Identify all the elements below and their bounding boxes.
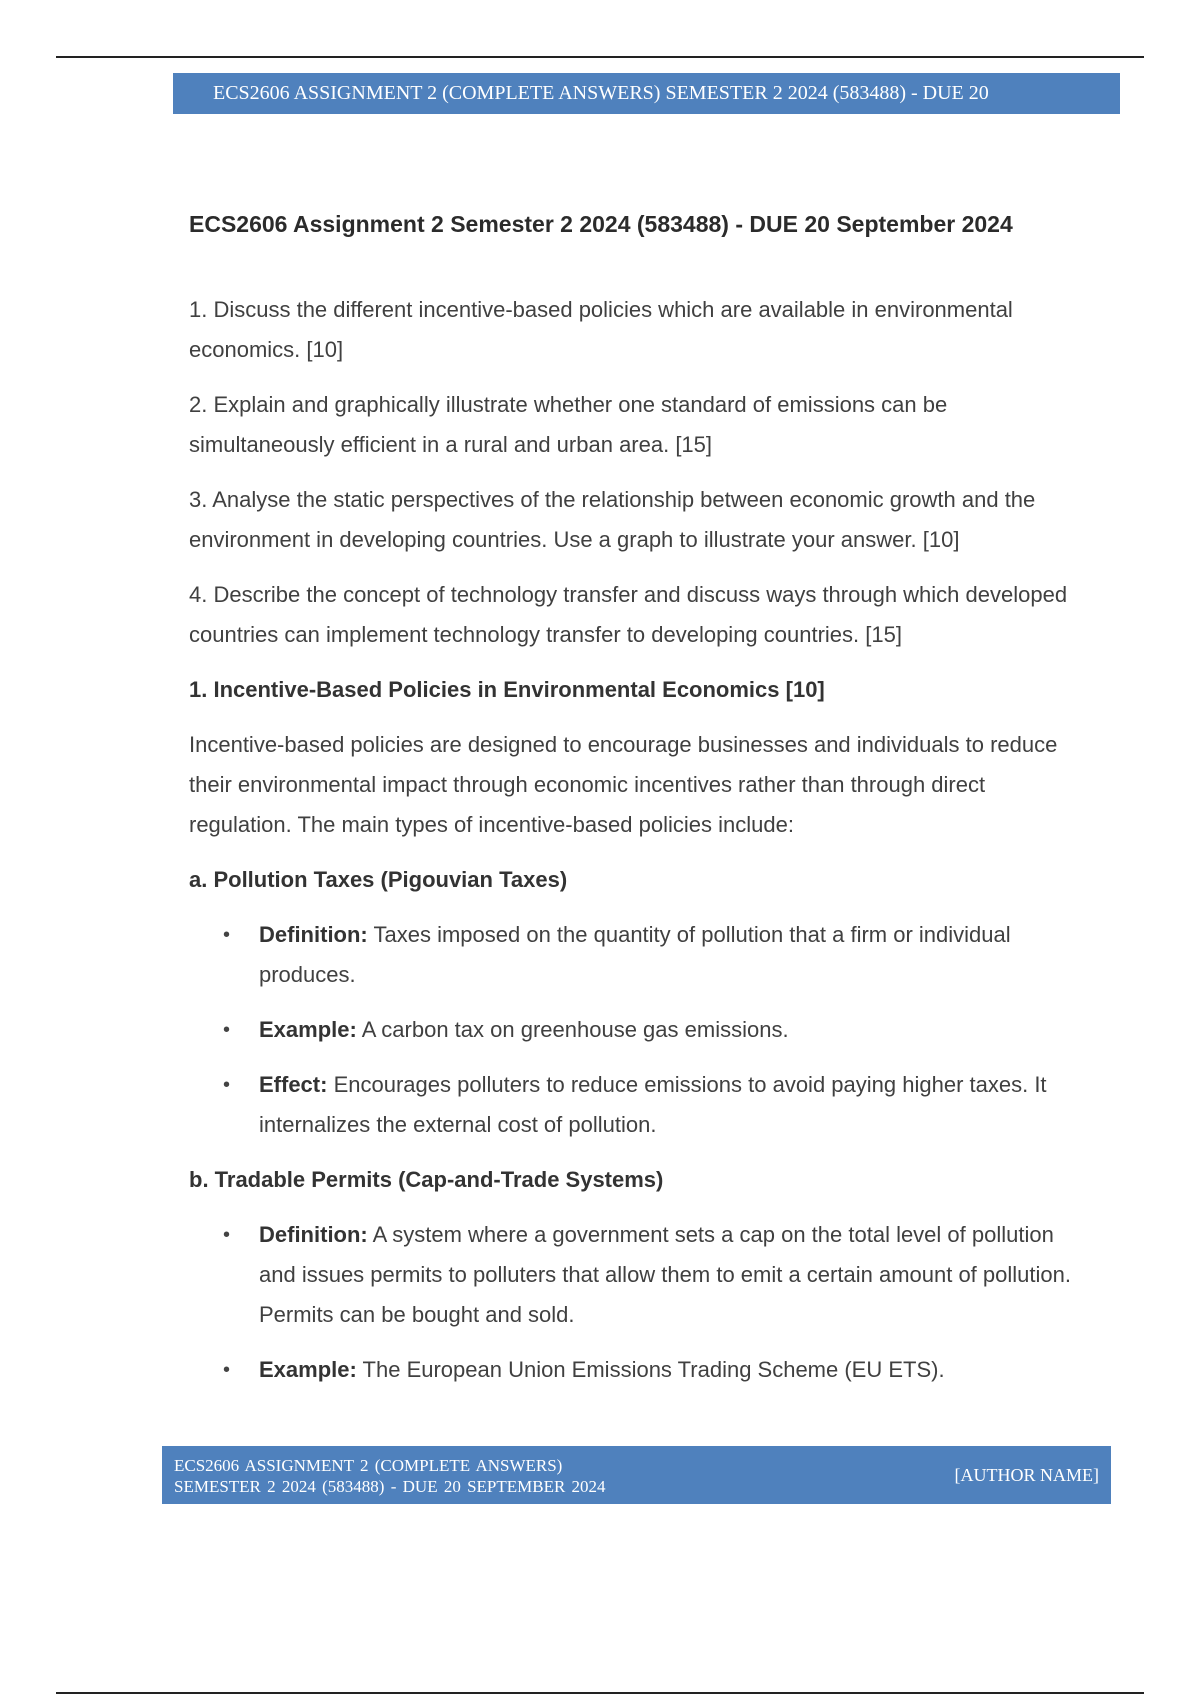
bullet-icon: • xyxy=(223,1019,231,1041)
bullet-item xyxy=(189,1215,1089,1335)
bullet-icon: • xyxy=(223,1074,231,1096)
bullet-text: A system where a government sets a cap on the total level of pollution and issues permits to polluters that allow them to emit a certain amount of pollution. Permits can be bought and sold. xyxy=(259,1222,1071,1327)
question-item: 3. Analyse the static perspectives of the relationship between economic growth and the environment in developing countries. Use a graph to illustrate your answer. [10] xyxy=(189,487,1036,552)
bullet-item xyxy=(189,1065,1089,1145)
bullet-text: The European Union Emissions Trading Scheme (EU ETS). xyxy=(362,1357,945,1382)
bullet-label: Definition: xyxy=(259,1222,368,1247)
document-body xyxy=(189,200,1089,1405)
footer-author: [AUTHOR NAME] xyxy=(954,1465,1099,1485)
bullet-icon: • xyxy=(223,924,231,946)
bullet-label: Example: xyxy=(259,1357,357,1382)
bullet-text: Taxes imposed on the quantity of pollution that a firm or individual produces. xyxy=(259,922,1011,987)
footer-title xyxy=(174,1455,734,1497)
section-heading: 1. Incentive-Based Policies in Environmental Economics [10] xyxy=(189,677,825,702)
bullet-item xyxy=(189,1350,1089,1390)
footer-title-line: SEMESTER 2 2024 (583488) - DUE 20 SEPTEMBER 2024 xyxy=(174,1477,606,1496)
question-item: 1. Discuss the different incentive-based policies which are available in environmental economics. [10] xyxy=(189,297,1013,362)
document-title: ECS2606 Assignment 2 Semester 2 2024 (583488) - DUE 20 September 2024 xyxy=(189,211,1013,237)
bullet-text: A carbon tax on greenhouse gas emissions. xyxy=(361,1017,789,1042)
top-rule xyxy=(56,56,1144,58)
bullet-label: Example: xyxy=(259,1017,357,1042)
bullet-item xyxy=(189,915,1089,995)
question-item: 2. Explain and graphically illustrate whether one standard of emissions can be simultaneously efficient in a rural and urban area. [15] xyxy=(189,392,948,457)
section-intro: Incentive-based policies are designed to encourage businesses and individuals to reduce their environmental impact through economic incentives rather than through direct regulation. The main types of incentive-based policies include: xyxy=(189,732,1058,837)
subsection-heading-a: a. Pollution Taxes (Pigouvian Taxes) xyxy=(189,867,568,892)
question-item: 4. Describe the concept of technology transfer and discuss ways through which developed countries can implement technology transfer to developing countries. [15] xyxy=(189,582,1068,647)
question-list xyxy=(189,290,1089,655)
footer-title-line: ECS2606 ASSIGNMENT 2 (COMPLETE ANSWERS) xyxy=(174,1456,563,1475)
bullet-text: Encourages polluters to reduce emissions to avoid paying higher taxes. It internalizes the external cost of pollution. xyxy=(259,1072,1047,1137)
footer-banner xyxy=(162,1446,1111,1504)
bottom-rule xyxy=(56,1692,1144,1694)
bullet-item xyxy=(189,1010,1089,1050)
bullet-list-b xyxy=(189,1215,1089,1390)
bullet-label: Definition: xyxy=(259,922,368,947)
bullet-label: Effect: xyxy=(259,1072,328,1097)
bullet-icon: • xyxy=(223,1224,231,1246)
bullet-list-a xyxy=(189,915,1089,1145)
header-banner: ECS2606 ASSIGNMENT 2 (COMPLETE ANSWERS) SEMESTER 2 2024 (583488) - DUE 20 xyxy=(173,73,1120,114)
bullet-icon: • xyxy=(223,1359,231,1381)
subsection-heading-b: b. Tradable Permits (Cap-and-Trade Systems) xyxy=(189,1167,664,1192)
